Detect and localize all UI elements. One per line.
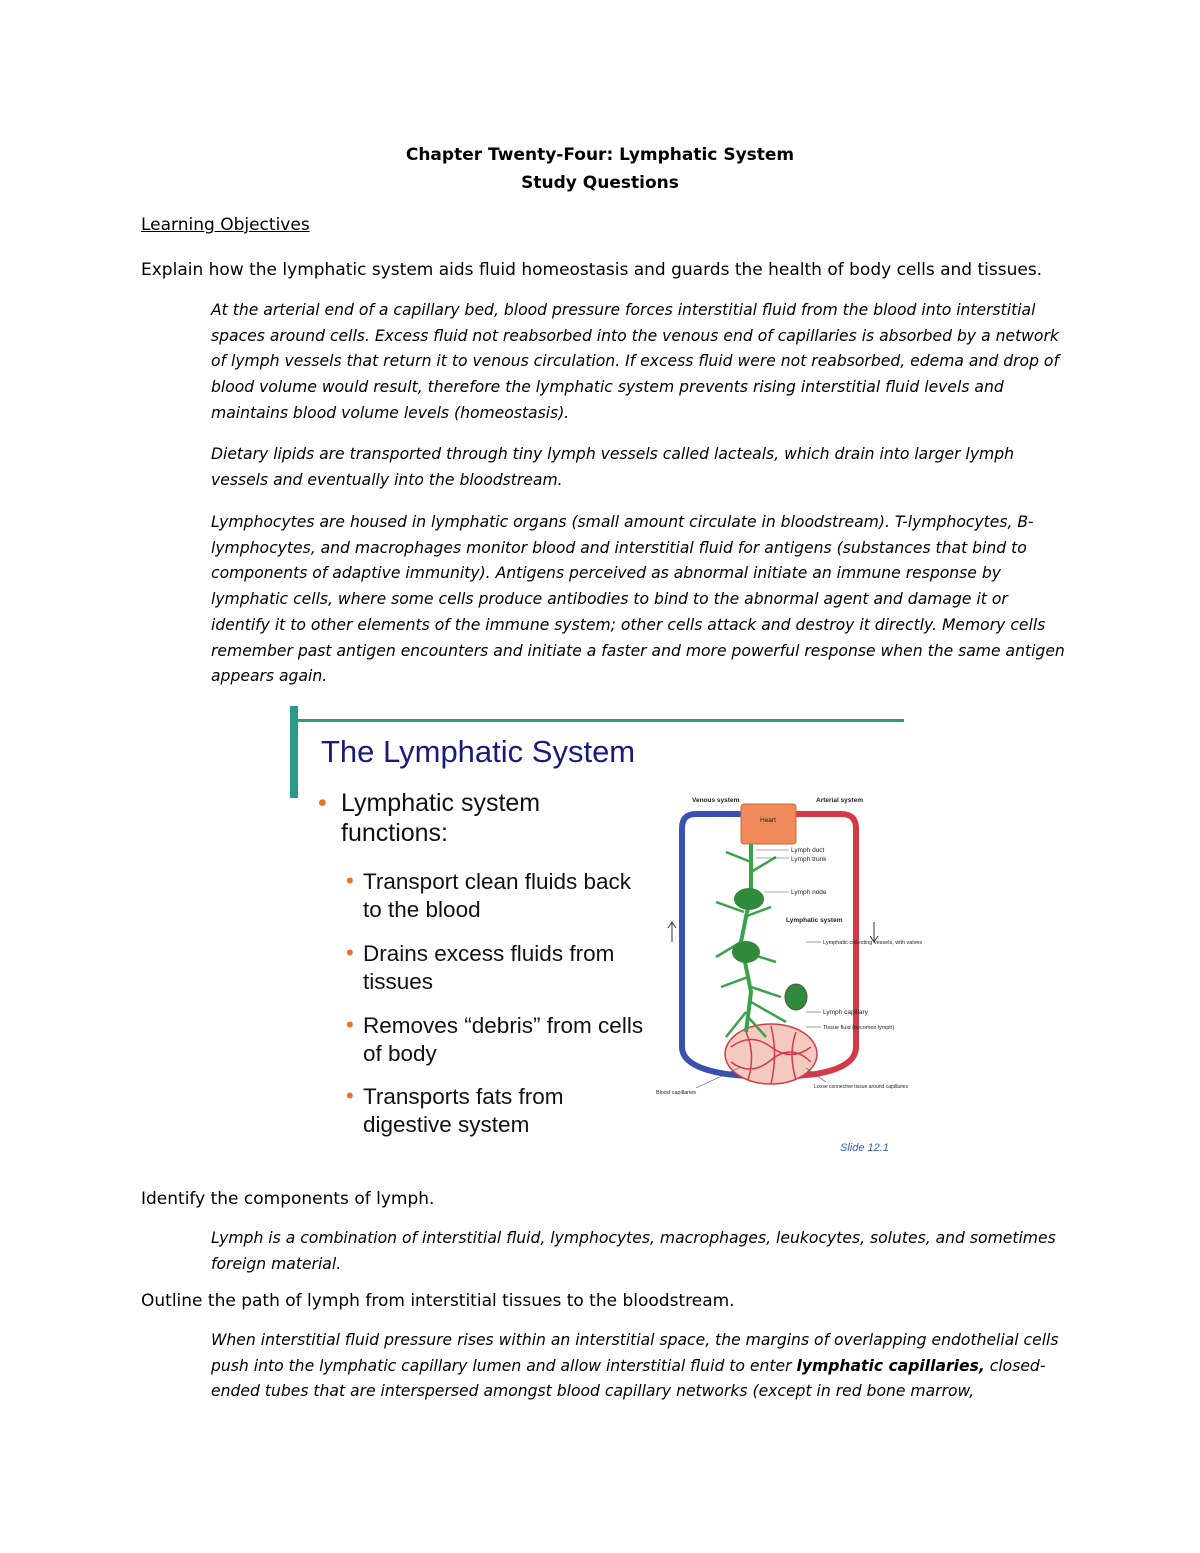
lymph-node (734, 888, 764, 910)
bullet-icon: • (346, 940, 354, 965)
question-1: Explain how the lymphatic system aids fluid homeostasis and guards the health of body cells and tissues. (141, 260, 1043, 280)
slide-number: Slide 12.1 (840, 1142, 889, 1154)
bullet-icon: • (346, 868, 354, 893)
diagram-label-loose-tissue: Loose connective tissue around capillaries (814, 1084, 908, 1090)
capillary-bed (725, 1024, 817, 1084)
answer-2: Lymph is a combination of interstitial fluid, lymphocytes, macrophages, leukocytes, solutes, and sometimes foreign material. (211, 1229, 1056, 1273)
diagram-label-venous: Venous system (692, 797, 740, 804)
slide-main-bullet: • Lymphatic system functions: (318, 789, 541, 847)
bullet-icon: • (346, 1083, 354, 1108)
section-heading: Learning Objectives (141, 215, 310, 235)
diagram-label-arterial: Arterial system (816, 797, 863, 804)
arrow-up-icon (668, 922, 676, 942)
slide-image (286, 706, 923, 1164)
slide-sub-bullet: • Transports fats from digestive system (346, 1083, 564, 1137)
document-subtitle: Study Questions (521, 173, 679, 193)
document-title: Chapter Twenty-Four: Lymphatic System (405, 145, 795, 165)
bullet-icon: • (346, 1012, 354, 1037)
diagram-label-collecting: Lymphatic collecting vessels, with valves (823, 940, 923, 946)
lymphatic-system-diagram (656, 792, 923, 1122)
answer-1a: At the arterial end of a capillary bed, blood pressure forces interstitial fluid from the blood into interstitial spaces around cells. Excess fluid not reabsorbed into the venous end of capillaries is absorbed by a network of lymph vessels that return it to venous circulation. If excess fluid were not reabsorbed, edema and drop of blood volume would result, therefore the lymphatic system prevents rising interstitial fluid levels and maintains blood volume levels (homeostasis). (211, 301, 1059, 422)
slide-accent-bar (290, 706, 298, 798)
diagram-label-tissue-fluid: Tissue fluid (becomes lymph) (823, 1025, 895, 1031)
valve-inset (785, 984, 807, 1010)
slide-sub-bullet: • Drains excess fluids from tissues (346, 940, 615, 994)
slide-title-rule (298, 719, 904, 722)
diagram-label-lymphatic-system: Lymphatic system (786, 917, 843, 924)
diagram-label-lymph-node: Lymph node (791, 889, 827, 896)
bold-term: lymphatic capillaries, (796, 1356, 985, 1375)
answer-1b: Dietary lipids are transported through tiny lymph vessels called lacteals, which drain into larger lymph vessels and eventually into the bloodstream. (211, 445, 1015, 489)
diagram-label-blood-capillaries: Blood capillaries (656, 1090, 697, 1096)
arrow-down-icon (870, 922, 878, 942)
question-3: Outline the path of lymph from interstitial tissues to the bloodstream. (141, 1291, 735, 1311)
diagram-label-lymph-duct: Lymph duct (791, 847, 825, 854)
lymph-node (732, 941, 760, 963)
slide-sub-bullet: • Removes “debris” from cells of body (346, 1012, 644, 1066)
slide-title: The Lymphatic System (321, 734, 636, 769)
diagram-label-lymph-trunk: Lymph trunk (791, 856, 827, 863)
question-2: Identify the components of lymph. (141, 1189, 435, 1209)
lymph-trunk-vessel (741, 844, 751, 1032)
slide-sub-bullet: • Transport clean fluids back to the blood (346, 868, 632, 922)
diagram-label-heart: Heart (760, 817, 776, 824)
answer-3: When interstitial fluid pressure rises within an interstitial space, the margins of overlapping endothelial cells push into the lymphatic capillary lumen and allow interstitial fluid to enter lymphatic capillaries, closed-ended tubes that are interspersed amongst blood capillary networks (except in red bone marrow, (211, 1331, 1059, 1401)
diagram-label-lymph-capillary: Lymph capillary (823, 1009, 868, 1016)
answer-1c: Lymphocytes are housed in lymphatic organs (small amount circulate in bloodstream). T-lymphocytes, B-lymphocytes, and macrophages monitor blood and interstitial fluid for antigens (substances that bind to components of adaptive immunity). Antigens perceived as abnormal initiate an immune response by lymphatic cells, where some cells produce antibodies to bind to the abnormal agent and damage it or identify it to other elements of the immune system; other cells attack and destroy it directly. Memory cells remember past antigen encounters and initiate a faster and more powerful response when the same antigen appears again. (211, 513, 1065, 686)
heart-box (741, 804, 796, 844)
bullet-icon: • (318, 789, 327, 817)
